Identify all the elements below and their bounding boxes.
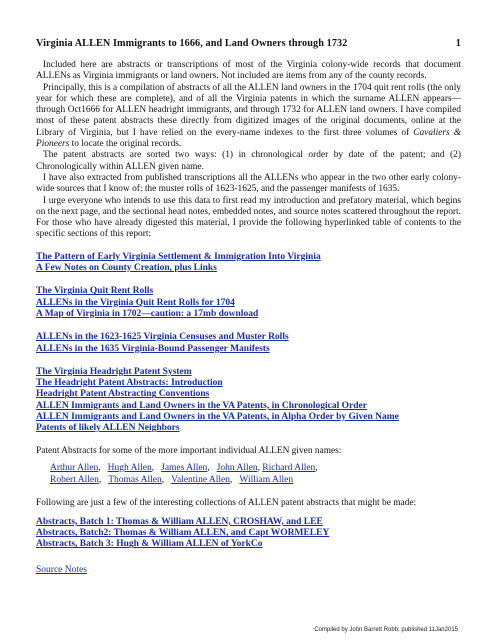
given-names-links: [50, 462, 461, 487]
name-link-valentine[interactable]: Valentine Allen: [171, 475, 230, 486]
source-notes-section: [36, 565, 461, 576]
name-link-arthur[interactable]: Arthur Allen: [50, 462, 99, 473]
name-link-james[interactable]: James Allen: [161, 462, 208, 473]
toc-link-censuses-muster-rolls[interactable]: ALLENs in the 1623-1625 Virginia Censuses and Muster Rolls: [36, 332, 289, 343]
toc-link-county-creation[interactable]: A Few Notes on County Creation, plus Links: [36, 263, 217, 274]
toc-link-allens-quit-rent-1704[interactable]: ALLENs in the Virginia Quit Rent Rolls for 1704: [36, 297, 235, 308]
toc-link-patents-chronological[interactable]: ALLEN Immigrants and Land Owners in the VA Patents, in Chronological Order: [36, 400, 367, 411]
name-link-john[interactable]: John Allen: [216, 462, 258, 473]
intro-paragraph-1: Included here are abstracts or transcriptions of most of the Virginia colony-wide records that document ALLENs as Virginia immigrants or land owners. Not included are items from any of the county records.: [36, 60, 461, 82]
toc-link-passenger-manifests[interactable]: ALLENs in the 1635 Virginia-Bound Passenger Manifests: [36, 343, 270, 354]
book-title: Cavaliers & Pioneers: [36, 127, 462, 150]
intro-paragraph-5: I urge everyone who intends to use this data to first read my introduction and prefatory material, which begins on the next page, and the sectional head notes, embedded notes, and source notes scattered throughout the report. For those who have already digested this material, I provide the following hyperlinked table of contents to the specific sections of this report:: [36, 195, 461, 240]
toc-link-quit-rent-rolls[interactable]: The Virginia Quit Rent Rolls: [36, 286, 154, 297]
given-names-intro: Patent Abstracts for some of the more important individual ALLEN given names:: [36, 445, 342, 456]
toc-link-neighbors[interactable]: Patents of likely ALLEN Neighbors: [36, 423, 180, 434]
batch-link-3[interactable]: Abstracts, Batch 3: Hugh & William ALLEN of YorkCo: [36, 539, 263, 550]
toc-link-headright-system[interactable]: The Virginia Headright Patent System: [36, 366, 192, 377]
name-link-robert[interactable]: Robert Allen: [50, 475, 99, 486]
toc-link-headright-introduction[interactable]: The Headright Patent Abstracts: Introduction: [36, 378, 223, 389]
given-names-row-2: Robert Allen, Thomas Allen, Valentine Allen, William Allen: [50, 475, 294, 486]
batches-intro: Following are just a few of the interesting collections of ALLEN patent abstracts that might be made:: [36, 497, 417, 508]
intro-paragraph-3: The patent abstracts are sorted two ways: (1) in chronological order by date of the patent; and (2) Chronologically within ALLEN given name.: [36, 150, 461, 172]
toc-link-abstracting-conventions[interactable]: Headright Patent Abstracting Conventions: [36, 389, 210, 400]
batch-link-1[interactable]: Abstracts, Batch 1: Thomas & William ALLEN, CROSHAW, and LEE: [36, 516, 323, 527]
batch-link-2[interactable]: Abstracts, Batch2: Thomas & William ALLEN, and Capt WORMELEY: [36, 528, 330, 539]
name-link-william[interactable]: William Allen: [239, 475, 294, 486]
name-link-richard[interactable]: Richard Allen: [262, 462, 316, 473]
document-body: [36, 60, 461, 576]
toc-link-settlement[interactable]: The Pattern of Early Virginia Settlement & Immigration Into Virginia: [36, 251, 321, 262]
name-link-hugh[interactable]: Hugh Allen: [107, 462, 152, 473]
source-notes-link[interactable]: Source Notes: [36, 564, 87, 575]
name-link-thomas[interactable]: Thomas Allen: [108, 475, 162, 486]
footer-credit: Compiled by John Barrett Robb; published 11Jan2015: [314, 627, 458, 633]
page-number: 1: [455, 38, 461, 49]
batch-links: [36, 517, 461, 551]
toc-link-patents-alpha[interactable]: ALLEN Immigrants and Land Owners in the VA Patents, in Alpha Order by Given Name: [36, 412, 399, 423]
toc-link-map-1702[interactable]: A Map of Virginia in 1702—caution: a 17mb download: [36, 308, 259, 319]
intro-paragraph-4: I have also extracted from published transcriptions all the ALLENs who appear in the two other early colony-wide sources that I know of: the muster rolls of 1623-1625, and the passenger manifests of 1635.: [36, 172, 461, 195]
toc-links: [36, 252, 461, 435]
document-title: Virginia ALLEN Immigrants to 1666, and Land Owners through 1732: [36, 38, 348, 49]
intro-paragraph-2: Principally, this is a compilation of abstracts of all the ALLEN land owners in the 1704 quit rent rolls (the only year for which these are complete), and of all the Virginia patents in which the surname ALLEN appears—through Oct1666 for ALLEN headright immigrants, and through 1732 for ALLEN land owners. I have compiled most of these patent abstracts these directly from digitized images of the original documents, online at the Library of Virginia, but I have relied on the every-name indexes to the first three volumes of Cavaliers & Pioneers to locate the original records.: [36, 82, 462, 150]
page-header: [36, 38, 461, 49]
given-names-row-1: Arthur Allen, Hugh Allen, James Allen, John Allen, Richard Allen,: [50, 462, 318, 473]
